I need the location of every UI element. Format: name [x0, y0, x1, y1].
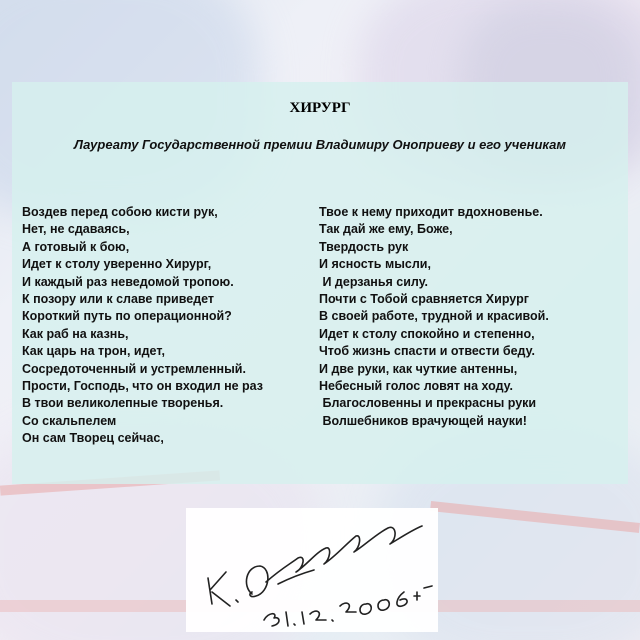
poem-title: ХИРУРГ: [289, 100, 351, 116]
poem-line: И дерзанья силу.: [319, 274, 429, 289]
poem-line: Чтоб жизнь спасти и отвести беду.: [319, 344, 535, 359]
poem-left-column: [22, 204, 263, 448]
poem-line: Так дай же ему, Боже,: [319, 222, 453, 237]
poem-line: Как царь на трон, идет,: [22, 344, 165, 359]
poem-line: Прости, Господь, что он входил не раз: [22, 379, 264, 394]
poem-line: Твое к нему приходит вдохновенье.: [319, 205, 543, 219]
poem-line: В твои великолепные творенья.: [22, 396, 224, 411]
poem-line: А готовый к бою,: [22, 239, 130, 254]
poem-line: Волшебников врачующей науки!: [319, 413, 527, 428]
poem-line: Нет, не сдаваясь,: [22, 222, 130, 237]
poem-line: Воздев перед собою кисти рук,: [22, 205, 218, 219]
poem-line: Короткий путь по операционной?: [22, 309, 232, 324]
poem-line: Благословенны и прекрасны руки: [319, 396, 537, 411]
poem-line: И ясность мысли,: [319, 257, 431, 272]
poem-line: К позору или к славе приведет: [22, 292, 215, 307]
poem-line: Он сам Творец сейчас,: [22, 431, 164, 446]
poem-line: Почти с Тобой сравняется Хирург: [319, 292, 529, 307]
poem-line: Сосредоточенный и устремленный.: [22, 361, 246, 376]
poem-line: Идет к столу спокойно и степенно,: [319, 326, 535, 341]
poem-line: В своей работе, трудной и красивой.: [319, 309, 549, 324]
poem-right-column: [319, 204, 549, 430]
poem-line: И каждый раз неведомой тропою.: [22, 274, 234, 289]
poem-line: Как раб на казнь,: [22, 326, 129, 341]
poem-dedication: Лауреату Государственной премии Владимиру Оноприеву и его ученикам: [74, 137, 566, 152]
poem-line: И две руки, как чуткие антенны,: [319, 361, 518, 376]
poem-line: Со скальпелем: [22, 413, 117, 428]
handwritten-signature: [186, 508, 438, 632]
poem-line: Идет к столу уверенно Хирург,: [22, 257, 212, 272]
poem-line: Твердость рук: [319, 239, 409, 254]
poem-line: Небесный голос ловят на ходу.: [319, 379, 514, 394]
signature-image: [186, 508, 438, 632]
